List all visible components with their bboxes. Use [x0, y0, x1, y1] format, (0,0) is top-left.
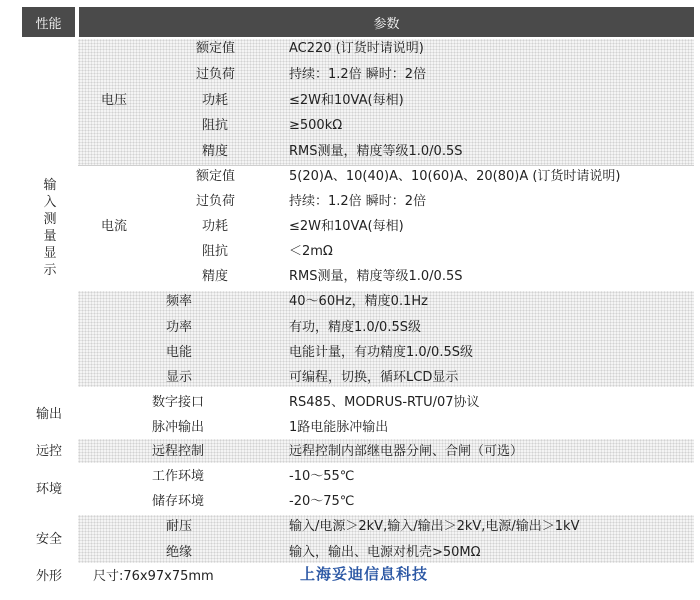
storage-env-value: -20～75℃	[289, 494, 355, 509]
energy-value: 电能计量，有功精度1.0/0.5S级	[289, 345, 473, 360]
voltage-rated-value: AC220 (订货时请说明)	[289, 41, 424, 56]
voltage-impedance-value: ≥500kΩ	[289, 118, 343, 133]
power-label: 功率	[166, 320, 193, 335]
pulse-output-label: 脉冲输出	[152, 420, 205, 435]
current-accuracy-label: 精度	[202, 269, 229, 284]
company-watermark: 上海妥迪信息科技	[300, 565, 429, 583]
voltage-power-value: ≤2W和10VA(每相)	[289, 93, 404, 108]
insulation-label: 绝缘	[166, 545, 193, 560]
voltage-accuracy-value: RMS测量，精度等级1.0/0.5S	[289, 144, 463, 159]
category-remote: 远控	[36, 444, 63, 459]
current-overload-value: 持续：1.2倍 瞬时：2倍	[289, 194, 427, 209]
withstand-voltage-value: 输入/电源＞2kV,输入/输出＞2kV,电源/输出＞1kV	[289, 519, 580, 534]
display-label: 显示	[166, 370, 193, 385]
category-environment: 环境	[36, 482, 63, 497]
remote-control-value: 远程控制内部继电器分闸、合闸（可选）	[289, 444, 524, 459]
category-shape: 外形	[36, 569, 63, 584]
remote-control-label: 远程控制	[152, 444, 205, 459]
current-impedance-value: ＜2mΩ	[289, 244, 333, 259]
voltage-rated-label: 额定值	[196, 41, 236, 56]
display-value: 可编程，切换，循环LCD显示	[289, 370, 459, 385]
frequency-value: 40～60Hz，精度0.1Hz	[289, 294, 428, 309]
header-parameters: 参数	[79, 7, 694, 37]
current-accuracy-value: RMS测量，精度等级1.0/0.5S	[289, 269, 463, 284]
frequency-label: 频率	[166, 294, 193, 309]
storage-env-label: 储存环境	[152, 494, 205, 509]
current-power-label: 功耗	[202, 219, 229, 234]
digital-interface-label: 数字接口	[152, 395, 205, 410]
voltage-impedance-label: 阻抗	[202, 118, 229, 133]
energy-label: 电能	[166, 345, 193, 360]
current-rated-label: 额定值	[196, 169, 236, 184]
voltage-overload-value: 持续：1.2倍 瞬时：2倍	[289, 67, 427, 82]
row-divider	[78, 165, 694, 166]
insulation-value: 输入，输出、电源对机壳>50MΩ	[289, 545, 481, 560]
group-voltage: 电压	[101, 93, 128, 108]
voltage-accuracy-label: 精度	[202, 144, 229, 159]
withstand-voltage-label: 耐压	[166, 519, 193, 534]
category-safety: 安全	[36, 532, 63, 547]
group-current: 电流	[101, 219, 128, 234]
current-rated-value: 5(20)A、10(40)A、10(60)A、20(80)A (订货时请说明)	[289, 169, 621, 184]
current-overload-label: 过负荷	[196, 194, 236, 209]
current-impedance-label: 阻抗	[202, 244, 229, 259]
digital-interface-value: RS485、MODRUS-RTU/07协议	[289, 395, 480, 410]
header-performance: 性能	[22, 7, 75, 37]
table-header	[22, 7, 694, 37]
work-env-label: 工作环境	[152, 469, 205, 484]
power-value: 有功，精度1.0/0.5S级	[289, 320, 421, 335]
category-output: 输出	[36, 407, 63, 422]
voltage-power-label: 功耗	[202, 93, 229, 108]
dimension-value: 尺寸:76x97x75mm	[93, 569, 214, 584]
work-env-value: -10～55℃	[289, 469, 355, 484]
voltage-overload-label: 过负荷	[196, 67, 236, 82]
current-power-value: ≤2W和10VA(每相)	[289, 219, 404, 234]
pulse-output-value: 1路电能脉冲输出	[289, 420, 389, 435]
category-input: 输入测量显示	[43, 178, 57, 278]
